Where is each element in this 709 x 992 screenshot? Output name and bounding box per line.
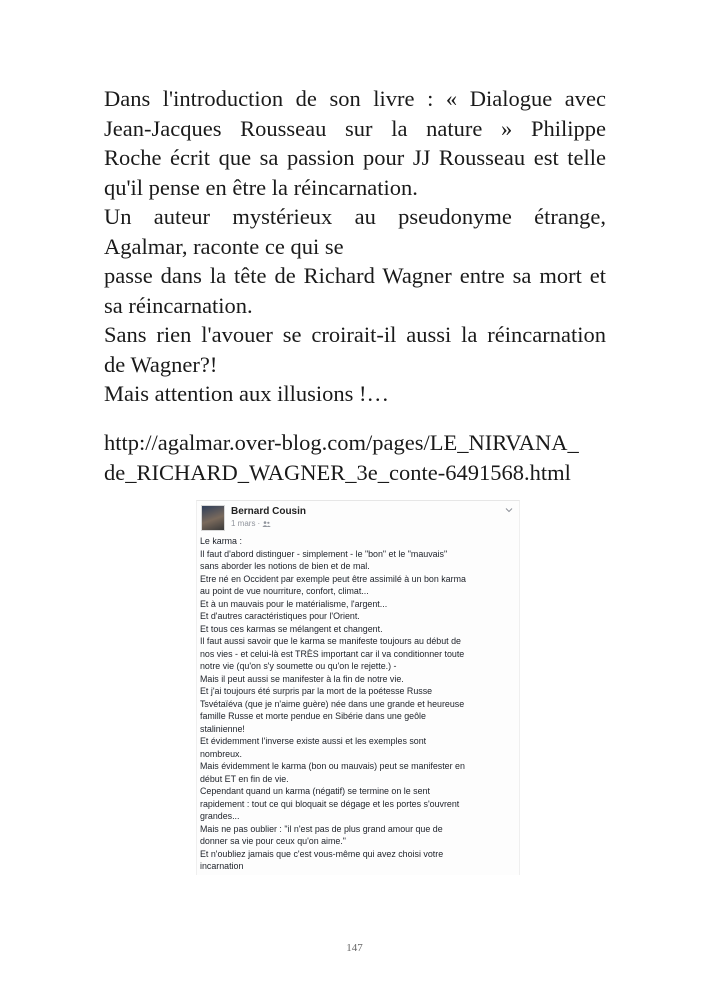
post-author: Bernard Cousin [231,506,307,517]
post-line: famille Russe et morte pendue en Sibérie dans une geôle [200,711,426,721]
post-line: Le karma : [200,536,242,546]
post-line: Mais ne pas oublier : "il n'est pas de plus grand amour que de [200,823,443,834]
post-line: stalinienne! [200,723,245,734]
meta-separator: · [257,519,261,528]
link-line[interactable]: de_RICHARD_WAGNER_3e_conte-6491568.html [104,459,571,485]
post-body [200,535,516,873]
post-line: Etre né en Occident par exemple peut être assimilé à un bon karma [200,573,466,584]
paragraph-line: qu'il pense en être la réincarnation. [104,174,418,200]
post-line: Il faut d'abord distinguer - simplement - le "bon" et le "mauvais" [200,548,448,559]
paragraph-line: passe dans la tête de Richard Wagner entre sa mort et [104,263,606,288]
post-line: Et tous ces karmas se mélangent et changent. [200,623,383,634]
post-line: Il faut aussi savoir que le karma se manifeste toujours au début de [200,636,461,646]
post-line: début ET en fin de vie. [200,773,289,784]
post-line: notre vie (qu'on s'y soumette ou qu'on le rejette.) - [200,661,397,671]
paragraph-line: Agalmar, raconte ce qui se [104,233,344,259]
post-line: Et à un mauvais pour le matérialisme, l'argent... [200,598,388,609]
post-line: Mais évidemment le karma (bon ou mauvais) peut se manifester en [200,761,465,771]
social-post-screenshot [196,500,520,875]
post-line: Et évidemment l'inverse existe aussi et les exemples sont [200,736,427,746]
paragraph-line: Jean-Jacques Rousseau sur la nature » Philippe [104,115,606,141]
post-line: grandes... [200,811,240,821]
chevron-down-icon [505,507,513,513]
post-line: Cependant quand un karma (négatif) se termine on le sent [200,786,430,796]
avatar [201,505,225,531]
page-number: 147 [346,942,363,954]
post-date: 1 mars [231,519,256,528]
paragraph-line: Sans rien l'avouer se croirait-il aussi la réincarnation [104,322,606,347]
paragraph-line: Mais attention aux illusions !… [104,381,389,406]
paragraph-line: Roche écrit que sa passion pour JJ Rousseau est telle [104,145,606,170]
body-paragraph [104,84,606,409]
friends-audience-icon [262,521,271,527]
post-meta [231,519,271,528]
post-line: Tsvétaïéva (que je n'aime guère) née dans une grande et heureuse [200,698,465,709]
post-line: nombreux. [200,748,242,759]
post-line: Et n'oubliez jamais que c'est vous-même qui avez choisi votre [200,848,444,859]
paragraph-line: sa réincarnation. [104,292,253,318]
paragraph-line: Un auteur mystérieux au pseudonyme étrange, [104,204,606,229]
paragraph-line: de Wagner?! [104,351,218,377]
post-line: sans aborder les notions de bien et de mal. [200,561,370,571]
post-line: Et d'autres caractéristiques pour l'Orient. [200,611,360,621]
blog-link[interactable] [104,428,606,487]
post-line: donner sa vie pour ceux qu'on aime." [200,836,346,846]
link-line[interactable]: http://agalmar.over-blog.com/pages/LE_NIRVANA_ [104,430,579,455]
post-header [197,501,519,533]
post-line: nos vies - et celui-là est TRÈS important car il va conditionner toute [200,648,465,659]
post-line: rapidement : tout ce qui bloquait se dégage et les portes s'ouvrent [200,798,460,809]
post-line: Mais il peut aussi se manifester à la fin de notre vie. [200,673,404,684]
post-line: au point de vue nourriture, confort, climat... [200,586,369,596]
post-line: incarnation [200,861,244,871]
paragraph-line: Dans l'introduction de son livre : « Dialogue avec [104,86,606,111]
post-line: Et j'ai toujours été surpris par la mort de la poétesse Russe [200,686,433,696]
